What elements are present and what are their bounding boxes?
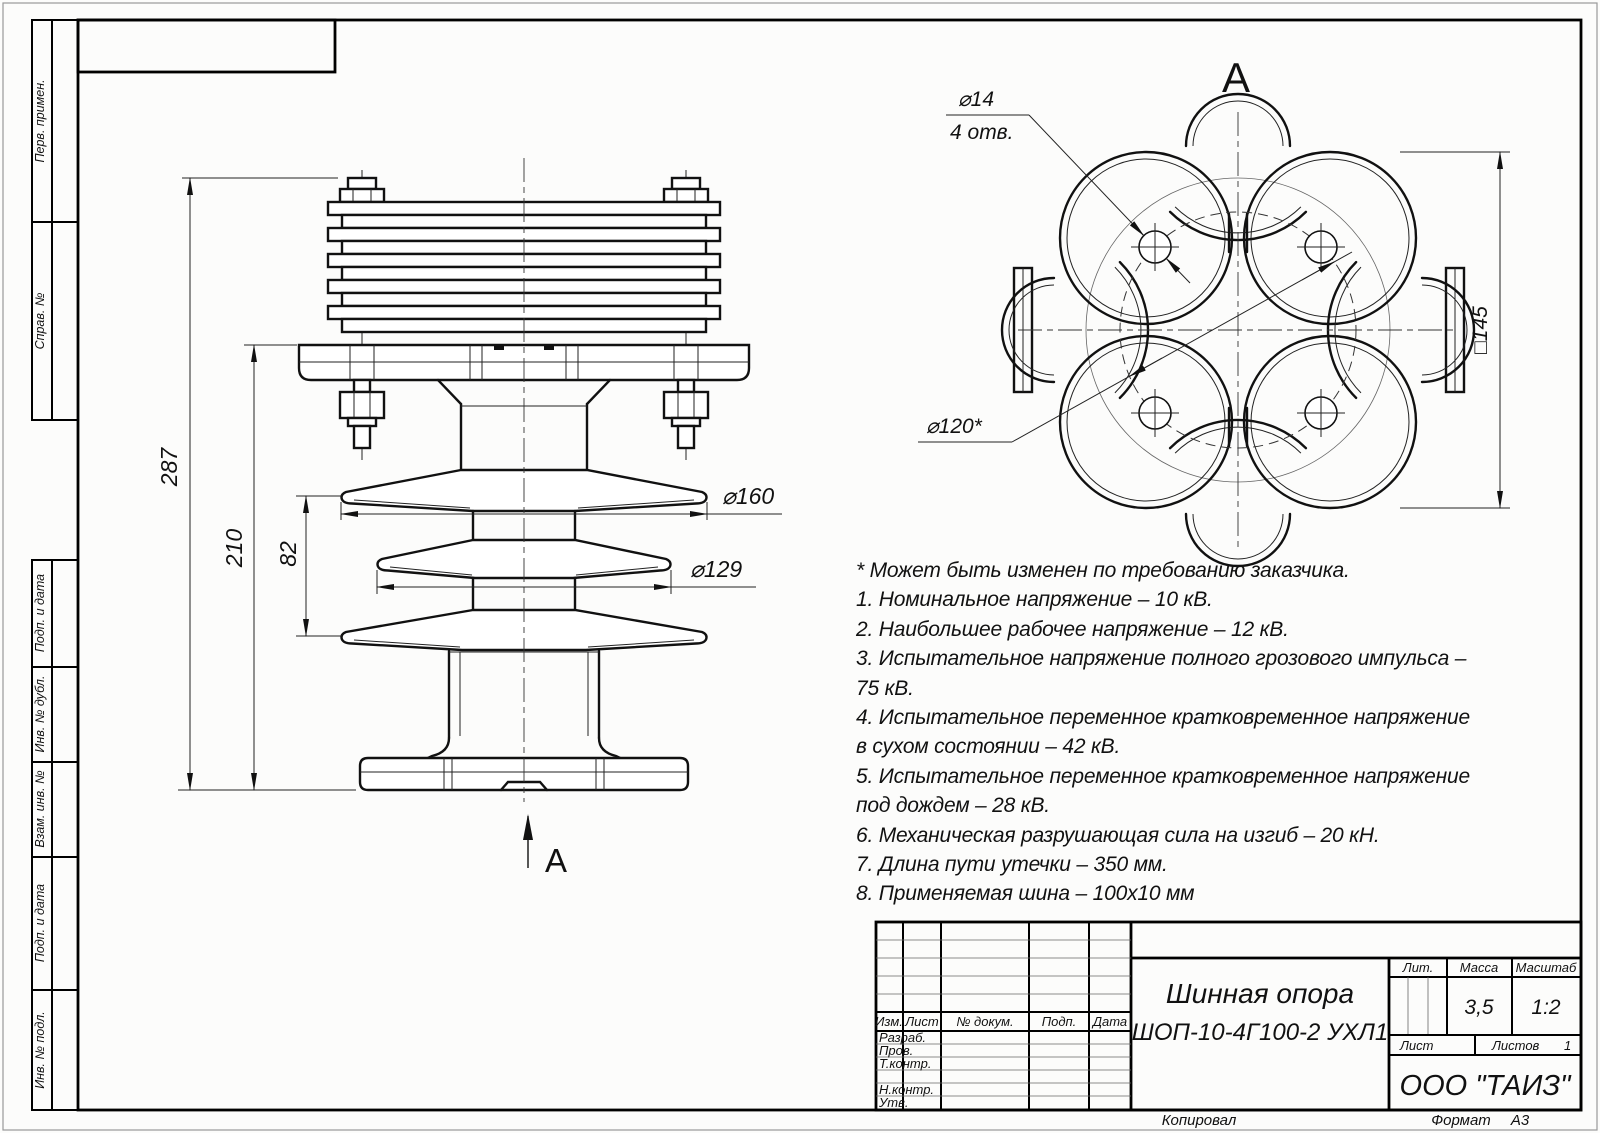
top-annotations	[918, 88, 1510, 508]
top-view-label: А	[1221, 54, 1251, 101]
top-bolt-left	[340, 178, 384, 202]
top-bolt-right	[664, 178, 708, 202]
dim-82: 82	[275, 541, 301, 567]
format-value: А3	[1510, 1112, 1530, 1129]
note-line: 6. Механическая разрушающая сила на изгиб – 20 кН.	[856, 823, 1380, 847]
technical-notes	[856, 556, 1566, 909]
col-list: Лист	[905, 1014, 939, 1029]
view-arrow-label: А	[545, 842, 568, 879]
dim-d129: ⌀129	[690, 556, 743, 582]
note-line: 3. Испытательное напряжение полного грозового импульса –	[856, 647, 1467, 671]
dim-d14: ⌀14	[958, 88, 995, 111]
clamp-bolt-left	[340, 380, 384, 448]
note-line: 5. Испытательное переменное кратковременное напряжение	[856, 764, 1470, 788]
stamp-label-perv-primen: Перв. примен.	[33, 79, 47, 163]
note-line: 2. Наибольшее рабочее напряжение – 12 кВ.	[856, 617, 1289, 641]
format-label: Формат	[1431, 1112, 1491, 1129]
col-data: Дата	[1092, 1014, 1128, 1029]
bottom-captions	[1162, 1112, 1530, 1129]
note-line: 75 кВ.	[856, 676, 914, 700]
col-dokum: № докум.	[956, 1014, 1014, 1029]
stamp-label-podp-data-1: Подп. и дата	[33, 573, 47, 653]
listov-value: 1	[1564, 1038, 1572, 1053]
stamp-label-vzam-inv: Взам. инв. №	[33, 770, 47, 848]
note-line: 4. Испытательное переменное кратковременное напряжение	[856, 706, 1470, 730]
doc-title-line1: Шинная опора	[1165, 978, 1355, 1009]
dim-210: 210	[221, 528, 247, 568]
row-nkontr: Н.контр.	[879, 1082, 935, 1097]
title-block	[875, 922, 1581, 1110]
stamp-label-inv-dubl: Инв. № дубл.	[33, 675, 47, 753]
dim-square-145: □145	[1469, 306, 1492, 354]
note-line: в сухом состоянии – 42 кВ.	[856, 735, 1121, 759]
front-view	[156, 158, 782, 879]
masshtab-label: Масштаб	[1515, 960, 1577, 975]
row-razrab: Разраб.	[879, 1030, 927, 1045]
doc-title-line2: ШОП-10-4Г100-2 УХЛ1	[1131, 1019, 1389, 1046]
clamp-bolt-right	[664, 380, 708, 448]
copied-label: Копировал	[1161, 1112, 1237, 1129]
col-izm: Изм.	[875, 1014, 903, 1029]
note-line: 7. Длина пути утечки – 350 мм.	[856, 853, 1168, 877]
masshtab-value: 1:2	[1531, 996, 1561, 1019]
view-direction-arrow	[528, 816, 567, 879]
dim-d120: ⌀120*	[926, 415, 982, 438]
dim-287: 287	[156, 447, 182, 487]
note-line: 8. Применяемая шина – 100x10 мм	[856, 882, 1195, 906]
note-line: * Может быть изменен по требованию заказчика.	[856, 559, 1350, 582]
list-label: Лист	[1400, 1038, 1434, 1053]
dim-d160: ⌀160	[722, 483, 775, 509]
left-stamp-column	[32, 20, 78, 1110]
org-name: ООО "ТАИЗ"	[1399, 1070, 1571, 1102]
massa-label: Масса	[1459, 960, 1499, 975]
stamp-label-inv-podl: Инв. № подл.	[33, 1011, 47, 1089]
stamp-label-sprav-no: Справ. №	[33, 292, 47, 350]
row-prov: Пров.	[879, 1043, 914, 1058]
massa-value: 3,5	[1464, 996, 1494, 1019]
note-line: 1. Номинальное напряжение – 10 кВ.	[856, 588, 1213, 612]
stamp-label-podp-data-2: Подп. и дата	[33, 883, 47, 963]
top-view	[918, 54, 1510, 566]
lit-label: Лит.	[1402, 960, 1434, 975]
row-tkontr: Т.контр.	[879, 1056, 932, 1071]
row-utv: Утв.	[879, 1095, 909, 1110]
dim-hole-count: 4 отв.	[950, 121, 1014, 144]
listov-label: Листов	[1492, 1038, 1540, 1053]
col-podp: Подп.	[1041, 1014, 1077, 1029]
note-line: под дождем – 28 кВ.	[856, 794, 1050, 818]
